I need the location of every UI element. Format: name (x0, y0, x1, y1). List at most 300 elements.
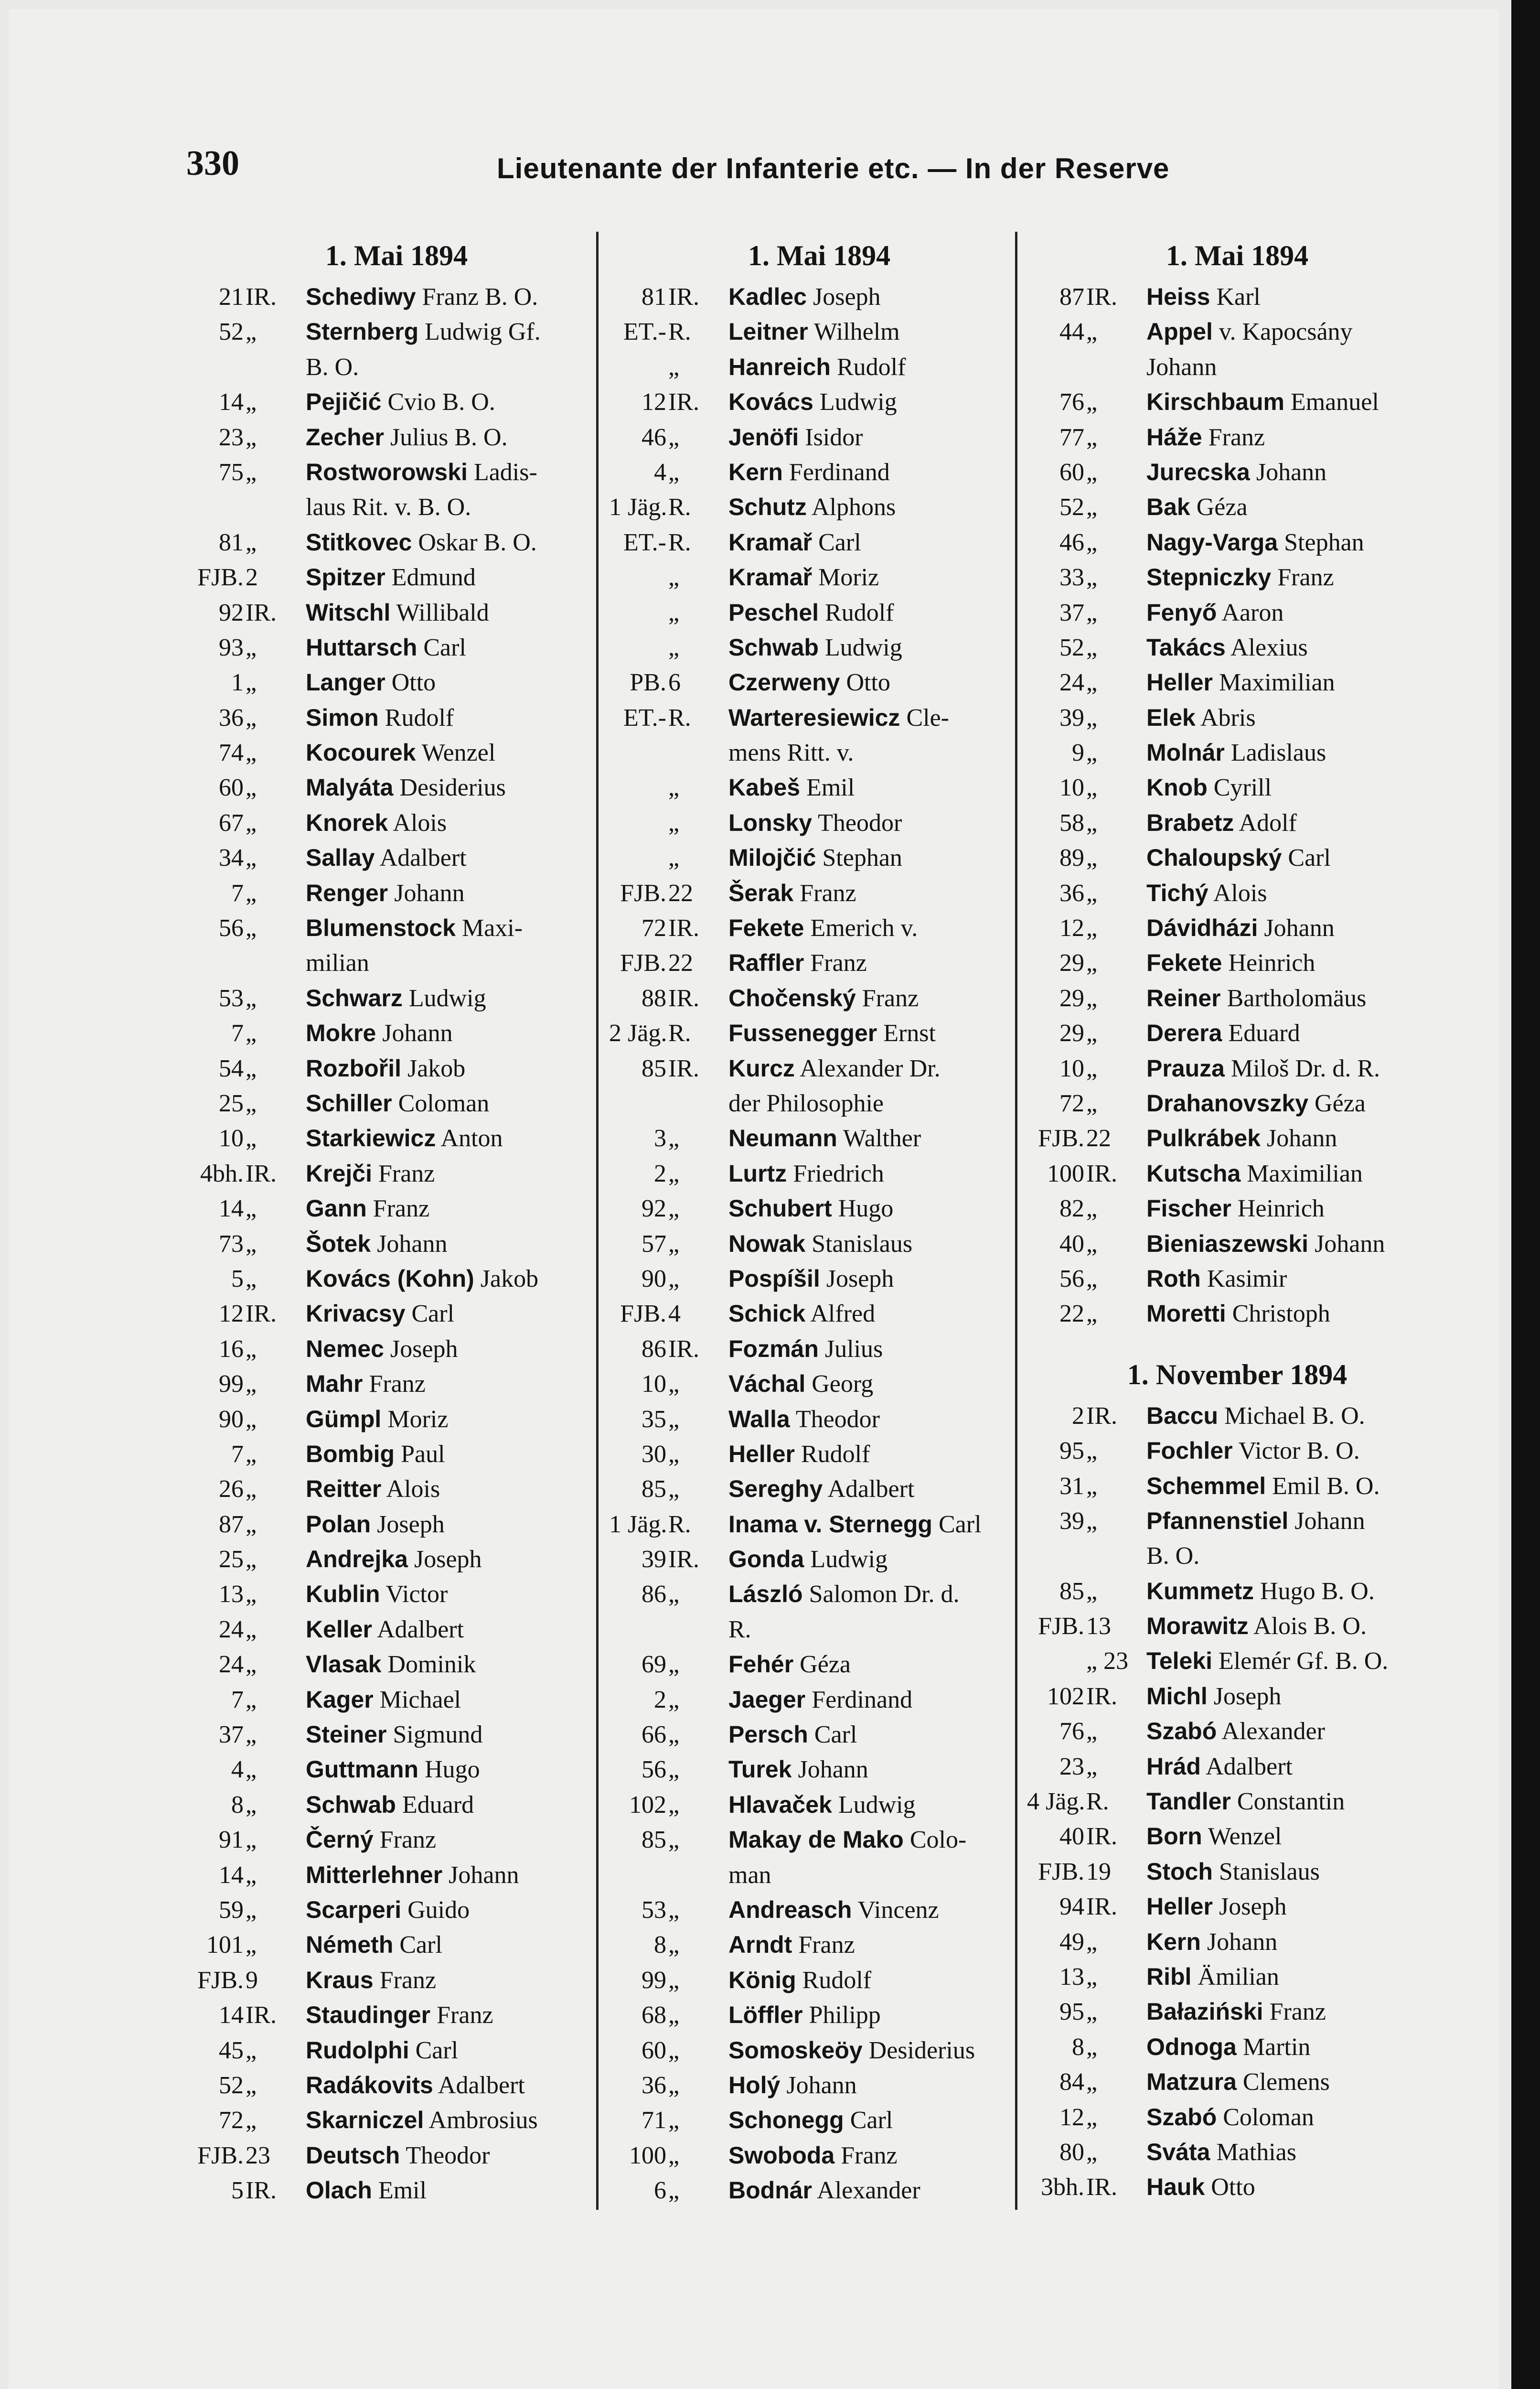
list-item (186, 2103, 607, 2138)
unit-type: „ (246, 1896, 257, 1924)
unit-label (1027, 420, 1146, 455)
list-item (1027, 1574, 1447, 1609)
given-names: Coloman (398, 1089, 490, 1117)
surname: Morawitz (1146, 1613, 1249, 1640)
unit-type: „ (1086, 423, 1098, 451)
unit-type: „ (246, 318, 257, 346)
officer-entry (306, 1191, 607, 1226)
given-names: Johann (1207, 1928, 1278, 1956)
unit-number: 93 (219, 634, 244, 661)
list-item (609, 2138, 1029, 2173)
list-item (1027, 1644, 1447, 1679)
unit-type: R. (668, 494, 691, 521)
surname: Dávidházi (1146, 915, 1258, 942)
officer-entry (306, 1612, 607, 1647)
list-item (1027, 314, 1447, 349)
officer-entry (306, 1752, 607, 1787)
unit-label (186, 280, 306, 314)
surname: Schediwy (306, 283, 416, 310)
list-item (186, 1998, 607, 2033)
unit-label (186, 1682, 306, 1717)
unit-type: „ (668, 1265, 680, 1292)
list-item (186, 280, 607, 314)
given-names: Isidor (805, 423, 863, 451)
given-names: R. (728, 1615, 751, 1643)
officer-entry (306, 1121, 607, 1156)
unit-label (609, 981, 728, 1016)
officer-entry (1146, 630, 1447, 665)
unit-type: „ (246, 704, 257, 732)
unit-label (609, 1332, 728, 1367)
surname: Malyáta (306, 774, 394, 801)
officer-entry (306, 595, 607, 630)
officer-entry (728, 1086, 1029, 1121)
unit-label (186, 314, 306, 349)
given-names: Colo- (909, 1826, 967, 1854)
surname: Witschl (306, 599, 391, 626)
unit-number: 3bh. (1041, 2174, 1084, 2201)
page-number: 330 (186, 144, 239, 183)
unit-number: 54 (219, 1055, 244, 1082)
unit-label (609, 770, 728, 805)
given-names: Ämilian (1198, 1963, 1279, 1991)
unit-label (186, 525, 306, 560)
surname: Hanreich (728, 353, 831, 380)
list-item (609, 1261, 1029, 1296)
unit-number: 72 (642, 915, 666, 942)
surname: Heller (1146, 669, 1213, 696)
list-item (1027, 1121, 1447, 1156)
officer-entry (1146, 770, 1447, 805)
unit-number: 37 (219, 1721, 244, 1749)
unit-number: 6 (654, 2177, 666, 2205)
list-item (186, 735, 607, 770)
unit-number: 21 (219, 283, 244, 311)
unit-label (1027, 1121, 1146, 1156)
unit-type: „ (668, 1791, 680, 1819)
unit-type: „ (1086, 1507, 1098, 1535)
surname: Hauk (1146, 2174, 1205, 2201)
officer-entry (728, 1367, 1029, 1401)
unit-type: IR. (1086, 1893, 1117, 1921)
officer-entry (1146, 1469, 1447, 1504)
officer-entry (728, 2033, 1029, 2068)
unit-number: 74 (219, 739, 244, 767)
unit-type: „ (246, 739, 257, 767)
surname: Bodnár (728, 2177, 812, 2204)
given-names: Ladislaus (1230, 739, 1326, 767)
section-heading: 1. Mai 1894 (1166, 240, 1309, 271)
unit-type: „ (246, 1020, 257, 1047)
unit-type: „ (246, 669, 257, 697)
section-heading: 1. Mai 1894 (748, 240, 891, 271)
given-names: Theodor (818, 809, 902, 837)
unit-number: 30 (642, 1440, 666, 1468)
unit-type: IR. (1086, 1402, 1117, 1430)
unit-number: 53 (642, 1896, 666, 1924)
surname: Olach (306, 2177, 372, 2204)
given-names: Ferdinand (789, 458, 890, 486)
unit-label (186, 1051, 306, 1086)
officer-entry (1146, 911, 1447, 946)
unit-label (609, 1402, 728, 1437)
unit-type: R. (668, 704, 691, 732)
unit-label (1027, 1504, 1146, 1539)
given-names: Carl (818, 528, 861, 556)
given-names: Oskar B. O. (418, 528, 537, 556)
unit-label (186, 490, 306, 525)
unit-label (609, 1893, 728, 1927)
given-names: Martin (1242, 2033, 1311, 2061)
unit-number: 8 (231, 1791, 244, 1819)
list-item (186, 1437, 607, 1472)
surname: Somoskeöy (728, 2036, 863, 2064)
unit-number: 1 Jäg. (609, 494, 667, 521)
officer-entry (728, 1717, 1029, 1752)
unit-type: IR. (668, 1055, 699, 1082)
list-item (1027, 981, 1447, 1016)
given-names: Adalbert (1206, 1753, 1293, 1780)
officer-entry (306, 1296, 607, 1331)
officer-entry (1146, 490, 1447, 525)
unit-label (609, 630, 728, 665)
unit-number: 68 (642, 2002, 666, 2029)
officer-entry (306, 1542, 607, 1577)
unit-type: IR. (246, 1300, 277, 1328)
unit-number: 34 (219, 844, 244, 872)
unit-number: 12 (219, 1300, 244, 1328)
list-item (186, 946, 607, 980)
unit-type: IR. (668, 388, 699, 416)
unit-label (609, 1367, 728, 1401)
given-names: Franz (379, 1826, 437, 1854)
officer-entry (1146, 1714, 1447, 1749)
unit-label (1027, 1714, 1146, 1749)
unit-label (609, 1261, 728, 1296)
officer-entry (1146, 2065, 1447, 2099)
list-item (186, 1191, 607, 1226)
unit-type: 6 (668, 669, 681, 697)
given-names: Joseph (813, 283, 881, 311)
list-item (609, 770, 1029, 805)
unit-label (1027, 1994, 1146, 2029)
list-item (186, 665, 607, 700)
officer-entry (1146, 840, 1447, 875)
list-item (609, 1402, 1029, 1437)
unit-label (609, 1612, 728, 1647)
surname: Polan (306, 1510, 371, 1538)
unit-label (186, 2033, 306, 2068)
surname: Hrád (1146, 1753, 1201, 1780)
surname: Kutscha (1146, 1160, 1241, 1187)
officer-entry (306, 420, 607, 455)
officer-entry (1146, 1121, 1447, 1156)
given-names: Kasimir (1207, 1265, 1287, 1292)
unit-type: „ (246, 1756, 257, 1784)
officer-entry (1146, 1749, 1447, 1784)
list-item (1027, 665, 1447, 700)
unit-number: 85 (642, 1826, 666, 1854)
list-item (186, 1086, 607, 1121)
surname: Rostworowski (306, 458, 468, 485)
surname: Heller (728, 1440, 795, 1467)
unit-number: 86 (642, 1335, 666, 1363)
officer-entry (1146, 595, 1447, 630)
given-names: Emanuel (1290, 388, 1379, 416)
unit-type: „ (246, 1125, 257, 1152)
surname: László (728, 1581, 803, 1608)
unit-label (609, 1577, 728, 1612)
list-item (186, 1051, 607, 1086)
given-names: Cyrill (1213, 774, 1272, 802)
unit-type: „ (246, 1826, 257, 1854)
unit-label (186, 1437, 306, 1472)
scan-edge (1511, 0, 1540, 2389)
unit-type: „ (246, 1615, 257, 1643)
unit-label (1027, 525, 1146, 560)
surname: Löffler (728, 2002, 803, 2029)
column-1 (186, 232, 607, 2208)
list-item (609, 2173, 1029, 2208)
officer-entry (728, 1822, 1029, 1857)
surname: Arndt (728, 1931, 792, 1959)
unit-label (1027, 1016, 1146, 1051)
unit-type: „ (1086, 388, 1098, 416)
surname: Blumenstock (306, 915, 456, 942)
officer-entry (728, 1437, 1029, 1472)
list-item (186, 700, 607, 735)
officer-entry (306, 2033, 607, 2068)
unit-label (609, 1717, 728, 1752)
surname: Schwab (306, 1791, 396, 1818)
unit-type: „ (1086, 1718, 1098, 1745)
given-names: Johann (1315, 1230, 1385, 1258)
officer-entry (306, 1402, 607, 1437)
given-names: Franz (379, 1966, 437, 1994)
surname: Steiner (306, 1721, 387, 1748)
given-names: Maxi- (461, 915, 523, 942)
officer-entry (306, 1682, 607, 1717)
unit-number: 36 (642, 2071, 666, 2099)
list-item (609, 525, 1029, 560)
unit-label (609, 946, 728, 980)
unit-label (609, 280, 728, 314)
unit-number: 3 (654, 1125, 666, 1152)
unit-number: FJB. (197, 564, 244, 592)
list-item (1027, 911, 1447, 946)
unit-type: 2 (246, 564, 258, 592)
list-item (609, 1507, 1029, 1542)
surname: Stepniczky (1146, 564, 1272, 591)
unit-label (1027, 1854, 1146, 1889)
unit-number: 92 (642, 1195, 666, 1223)
given-names: Johann (1294, 1507, 1365, 1535)
given-names: Stephan (1284, 528, 1364, 556)
given-names: Otto (391, 669, 436, 697)
unit-type: 22 (1086, 1125, 1111, 1152)
unit-label (186, 1542, 306, 1577)
list-item (186, 2138, 607, 2173)
unit-type: R. (668, 318, 691, 346)
unit-type: 23 (246, 2141, 270, 2169)
officer-entry (1146, 981, 1447, 1016)
surname: Langer (306, 669, 385, 696)
officer-entry (1146, 1854, 1447, 1889)
given-names: Carl (411, 1300, 455, 1328)
unit-type: IR. (668, 1335, 699, 1363)
officer-entry (1146, 1644, 1447, 1679)
unit-type: IR. (1086, 1160, 1117, 1187)
surname: Turek (728, 1756, 792, 1783)
list-item (186, 1647, 607, 1682)
unit-type: „ (246, 1861, 257, 1889)
unit-label (1027, 2100, 1146, 2135)
unit-label (1027, 455, 1146, 490)
unit-label (609, 1296, 728, 1331)
list-item (186, 1261, 607, 1296)
list-item (609, 630, 1029, 665)
list-item (186, 840, 607, 875)
unit-type: „ (246, 1931, 257, 1959)
given-names: Alois (393, 809, 447, 837)
officer-entry (306, 1332, 607, 1367)
surname: Šotek (306, 1230, 371, 1257)
given-names: Alois (1213, 879, 1267, 907)
unit-label (609, 1752, 728, 1787)
officer-entry (1146, 1051, 1447, 1086)
unit-type: „ (668, 1160, 680, 1187)
list-item (609, 1016, 1029, 1051)
unit-label (186, 911, 306, 946)
list-item (609, 1963, 1029, 1998)
unit-label (609, 490, 728, 525)
officer-entry (728, 1051, 1029, 1086)
list-item (186, 1577, 607, 1612)
list-item (1027, 280, 1447, 314)
given-names: Sigmund (393, 1721, 483, 1749)
surname: Kummetz (1146, 1577, 1254, 1604)
unit-type: „ (668, 1440, 680, 1468)
list-item (609, 490, 1029, 525)
surname: Nagy-Varga (1146, 528, 1278, 556)
section-heading: 1. Mai 1894 (325, 240, 468, 271)
section-heading: 1. November 1894 (1127, 1358, 1348, 1390)
surname: Pfannenstiel (1146, 1507, 1289, 1534)
column-2 (609, 232, 1029, 2208)
given-names: Maximilian (1247, 1160, 1363, 1187)
given-names: Heinrich (1237, 1195, 1325, 1223)
list-item (186, 876, 607, 911)
list-item (609, 735, 1029, 770)
officer-entry (1146, 806, 1447, 840)
officer-entry (728, 1261, 1029, 1296)
given-names: Coloman (1223, 2103, 1314, 2131)
unit-number: 94 (1059, 1893, 1084, 1921)
surname: Mahr (306, 1370, 363, 1398)
unit-number: 52 (219, 318, 244, 346)
unit-type: IR. (1086, 1823, 1117, 1851)
unit-label (186, 1472, 306, 1507)
unit-number: 95 (1059, 1437, 1084, 1465)
given-names: Franz (798, 1931, 855, 1959)
unit-number: 25 (219, 1089, 244, 1117)
unit-type: „ (1086, 318, 1098, 346)
unit-number: ET.- (623, 704, 666, 732)
officer-entry (1146, 876, 1447, 911)
column-3 (1027, 232, 1447, 2205)
officer-entry (728, 455, 1029, 490)
officer-entry (728, 1577, 1029, 1612)
officer-entry (306, 2138, 607, 2173)
unit-label (609, 1787, 728, 1822)
unit-number: 14 (219, 388, 244, 416)
given-names: Franz (862, 984, 919, 1012)
unit-type: IR. (246, 599, 277, 626)
officer-entry (306, 806, 607, 840)
unit-number: 49 (1059, 1928, 1084, 1956)
officer-entry (306, 490, 607, 525)
given-names: Carl (423, 634, 466, 661)
officer-entry (1146, 314, 1447, 349)
officer-entry (306, 455, 607, 490)
unit-type: 9 (246, 1966, 258, 1994)
unit-type: „ (668, 1475, 680, 1503)
unit-type: „ (668, 599, 680, 626)
officer-entry (306, 2173, 607, 2208)
unit-type: „ (668, 1405, 680, 1433)
given-names: Dominik (387, 1651, 476, 1679)
unit-label (186, 1191, 306, 1226)
unit-type: „ (668, 2141, 680, 2169)
unit-number: 24 (219, 1651, 244, 1679)
unit-label (609, 840, 728, 875)
unit-type: „ (246, 2071, 257, 2099)
unit-label (186, 1507, 306, 1542)
officer-entry (306, 280, 607, 314)
given-names: Cle- (906, 704, 949, 732)
unit-label (1027, 385, 1146, 420)
given-names: Desiderius (868, 2036, 975, 2064)
unit-type: „ (246, 1405, 257, 1433)
officer-entry (728, 946, 1029, 980)
list-item (1027, 1469, 1447, 1504)
list-item (609, 560, 1029, 595)
surname: Molnár (1146, 739, 1225, 766)
list-item (186, 595, 607, 630)
unit-label (1027, 1433, 1146, 1468)
surname: Peschel (728, 599, 819, 626)
list-item (609, 806, 1029, 840)
unit-type: „ (1086, 949, 1098, 977)
given-names: Hugo (838, 1195, 894, 1223)
unit-type: „ (246, 1791, 257, 1819)
list-item (186, 1963, 607, 1998)
officer-entry (1146, 420, 1447, 455)
list-item (1027, 1051, 1447, 1086)
unit-type: „ (668, 353, 680, 381)
surname: Holý (728, 2071, 781, 2098)
unit-type: „ (668, 1756, 680, 1784)
surname: Bałaziński (1146, 1998, 1263, 2025)
unit-number: 4bh. (200, 1160, 244, 1187)
unit-number: 99 (219, 1370, 244, 1398)
surname: Leitner (728, 318, 808, 345)
given-names: Michael (379, 1686, 461, 1713)
officer-entry (306, 700, 607, 735)
given-names: Johann (394, 879, 465, 907)
officer-entry (306, 1927, 607, 1962)
given-names: Salomon Dr. d. (809, 1581, 960, 1608)
